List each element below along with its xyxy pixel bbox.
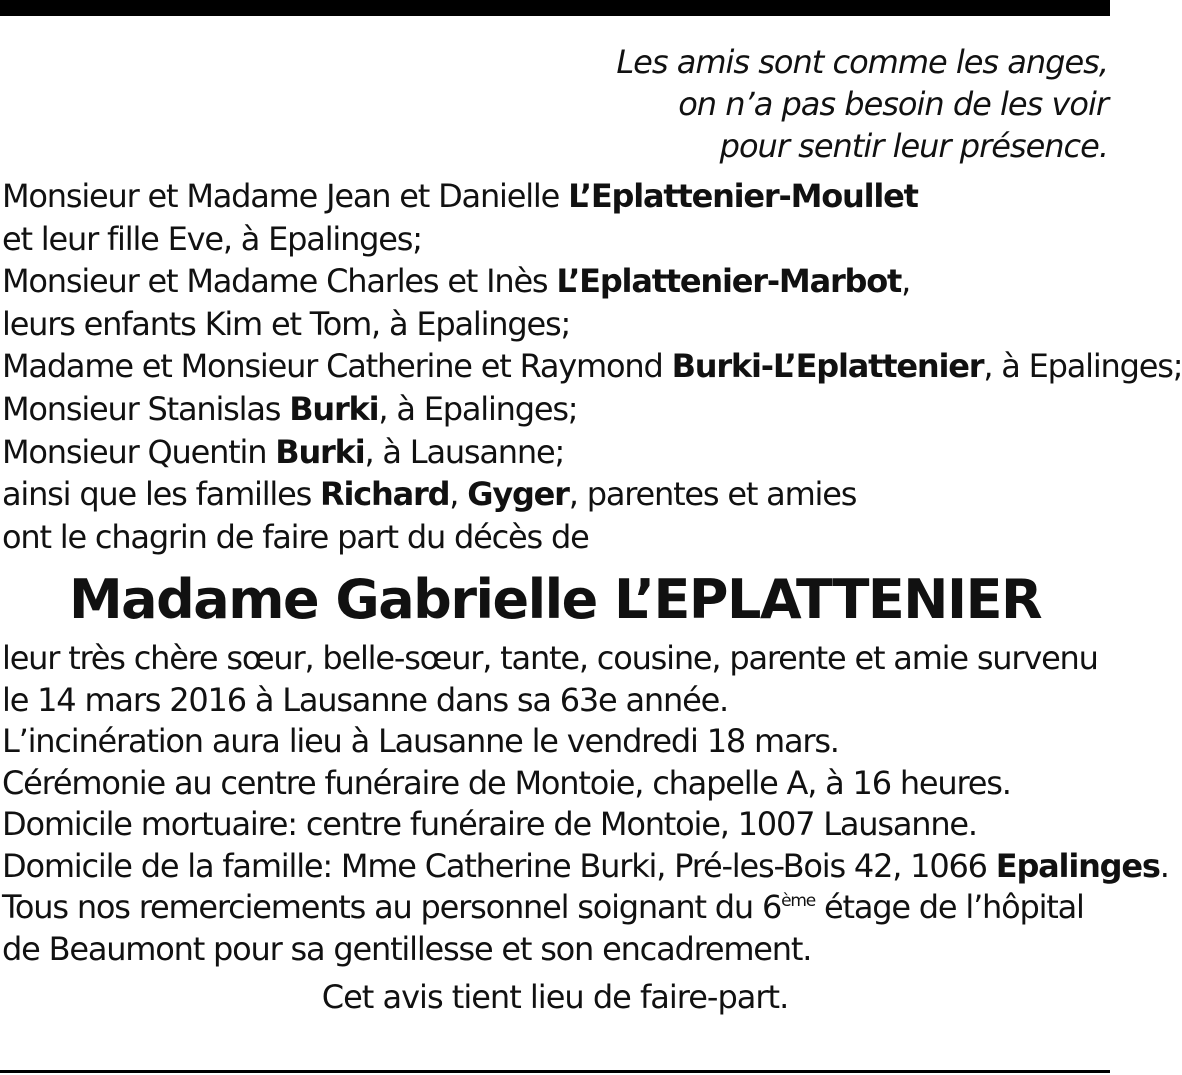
details-block	[2, 638, 1169, 970]
details-line: le 14 mars 2016 à Lausanne dans sa 63e année.	[2, 680, 729, 719]
family-line: Monsieur Stanislas Burki, à Epalinges;	[2, 389, 578, 428]
family-surname: Burki	[289, 389, 379, 428]
details-line: leur très chère sœur, belle-sœur, tante, cousine, parente et amie survenu	[2, 639, 1098, 678]
bottom-border-rule	[0, 1070, 1110, 1073]
quote-line: Les amis sont comme les anges,	[616, 43, 1108, 81]
family-line: et leur fille Eve, à Epalinges;	[2, 219, 422, 258]
family-surname: L’Eplattenier-Moullet	[568, 177, 918, 215]
family-town: Epalinges	[995, 846, 1160, 885]
announcement-line: ont le chagrin de faire part du décès de	[2, 517, 589, 556]
details-line: Domicile mortuaire: centre funéraire de Montoie, 1007 Lausanne.	[2, 805, 977, 844]
family-surname: Burki-L’Eplattenier	[671, 347, 984, 386]
obituary-notice	[2, 40, 1182, 1018]
footer-note: Cet avis tient lieu de faire-part.	[321, 978, 789, 1017]
family-surname: Burki	[275, 432, 365, 471]
details-line: Tous nos remerciements au personnel soignant du 6ème étage de l’hôpital	[2, 888, 1084, 927]
family-line: Monsieur et Madame Charles et Inès L’Eplattenier-Marbot,	[2, 262, 911, 301]
ordinal-suffix: ème	[781, 891, 816, 912]
quote-line: pour sentir leur présence.	[719, 127, 1108, 165]
details-line: L’incinération aura lieu à Lausanne le vendredi 18 mars.	[2, 722, 839, 761]
family-surname: Richard	[320, 475, 450, 514]
quote-line: on n’a pas besoin de les voir	[678, 85, 1108, 123]
family-surname: L’Eplattenier-Marbot	[556, 262, 902, 301]
top-border-rule	[0, 0, 1110, 16]
family-line: ainsi que les familles Richard, Gyger, parentes et amies	[2, 475, 857, 514]
family-line: Madame et Monsieur Catherine et Raymond Burki-L’Eplattenier, à Epalinges;	[2, 347, 1182, 386]
epigraph-quote	[2, 41, 1108, 167]
details-line: Cérémonie au centre funéraire de Montoie, chapelle A, à 16 heures.	[2, 763, 1011, 802]
family-line: Monsieur et Madame Jean et Danielle L’Eplattenier-Moullet	[2, 177, 918, 215]
family-list	[2, 175, 1182, 558]
details-line: de Beaumont pour sa gentillesse et son encadrement.	[2, 929, 812, 968]
deceased-name: Madame Gabrielle L’EPLATTENIER	[68, 568, 1042, 632]
family-line: leurs enfants Kim et Tom, à Epalinges;	[2, 304, 571, 343]
family-surname: Gyger	[467, 475, 569, 514]
family-line: Monsieur Quentin Burki, à Lausanne;	[2, 432, 565, 471]
details-line: Domicile de la famille: Mme Catherine Burki, Pré-les-Bois 42, 1066 Epalinges.	[2, 846, 1169, 885]
